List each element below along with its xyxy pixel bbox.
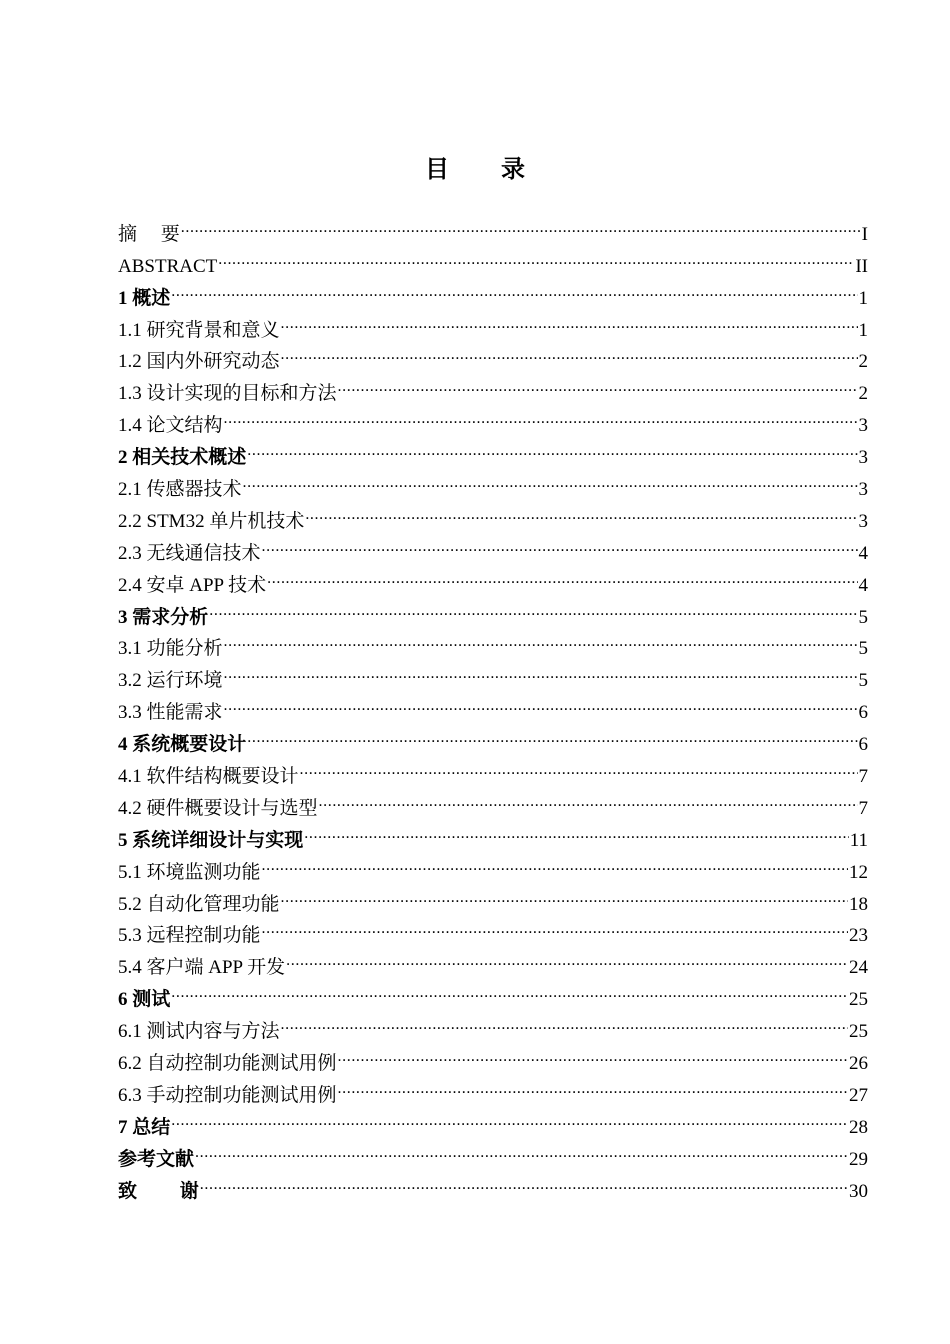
toc-entry-label: ABSTRACT — [118, 255, 218, 277]
toc-entry-label: 4 系统概要设计 — [118, 734, 247, 756]
toc-entry-page-number: I — [861, 223, 868, 245]
toc-entry[interactable] — [118, 623, 868, 660]
toc-dot-leader — [281, 878, 848, 910]
toc-entry-page-number: II — [855, 255, 868, 277]
toc-entry-page-number: 6 — [858, 702, 868, 724]
toc-entry-page-number: 2 — [858, 351, 868, 373]
toc-entry[interactable] — [118, 1133, 868, 1170]
toc-title — [0, 152, 950, 188]
toc-entry-label: 1.1 研究背景和意义 — [118, 319, 280, 341]
toc-dot-leader — [247, 718, 857, 750]
toc-entry[interactable] — [118, 208, 868, 245]
toc-entry-page-number: 3 — [858, 447, 868, 469]
toc-entry[interactable] — [118, 272, 868, 309]
toc-entry-page-number: 26 — [849, 1053, 868, 1075]
toc-dot-leader — [338, 1069, 848, 1101]
toc-entry-label: 5.3 远程控制功能 — [118, 925, 261, 947]
toc-entry-label: 致 谢 — [118, 1180, 199, 1202]
toc-entry-label: 2.4 安卓 APP 技术 — [118, 574, 267, 596]
toc-entry-page-number: 3 — [858, 510, 868, 532]
toc-dot-leader — [171, 272, 857, 304]
toc-dot-leader — [209, 591, 857, 623]
toc-entry-page-number: 1 — [858, 287, 868, 309]
toc-dot-leader — [224, 399, 858, 431]
toc-dot-leader — [338, 1037, 848, 1069]
toc-entry-page-number: 3 — [858, 415, 868, 437]
toc-dot-leader — [281, 336, 858, 368]
toc-dot-leader — [181, 208, 861, 240]
toc-entry[interactable] — [118, 718, 868, 756]
toc-title-char-1: 目 — [425, 157, 449, 183]
toc-dot-leader — [218, 240, 854, 272]
toc-entry-label: 7 总结 — [118, 1116, 171, 1138]
toc-entry-label: 6 测试 — [118, 989, 171, 1011]
toc-dot-leader — [262, 846, 848, 878]
toc-entry-label: 3.3 性能需求 — [118, 702, 223, 724]
toc-dot-leader — [305, 495, 857, 527]
toc-entry-label: 4.1 软件结构概要设计 — [118, 766, 299, 788]
toc-entry-page-number: 30 — [849, 1180, 868, 1202]
toc-entry[interactable] — [118, 1005, 868, 1043]
toc-entry-label: 3.2 运行环境 — [118, 670, 223, 692]
toc-entry-page-number: 29 — [849, 1148, 868, 1170]
toc-entry-label: 参考文献 — [118, 1148, 195, 1170]
toc-entry-label: 2.3 无线通信技术 — [118, 542, 261, 564]
toc-entry[interactable] — [118, 1101, 868, 1138]
toc-entry-label: 6.1 测试内容与方法 — [118, 1021, 280, 1043]
toc-entry-label: 1.4 论文结构 — [118, 415, 223, 437]
toc-entry-page-number: 25 — [849, 1021, 868, 1043]
toc-entry-page-number: 23 — [849, 925, 868, 947]
toc-dot-leader — [300, 750, 858, 782]
toc-dot-leader — [247, 431, 857, 463]
toc-entry-label: 摘 要 — [118, 223, 180, 245]
toc-entry-page-number: 18 — [849, 893, 868, 915]
toc-dot-leader — [262, 910, 848, 942]
toc-entry-page-number: 27 — [849, 1084, 868, 1106]
toc-entry[interactable] — [118, 654, 868, 692]
toc-entry-page-number: 5 — [858, 670, 868, 692]
toc-entry[interactable] — [118, 431, 868, 469]
toc-entry-label: 2.1 传感器技术 — [118, 479, 242, 501]
toc-dot-leader — [243, 463, 858, 495]
toc-entry-label: 2.2 STM32 单片机技术 — [118, 510, 305, 532]
toc-entry-page-number: 28 — [849, 1116, 868, 1138]
toc-entry-page-number: 2 — [858, 383, 868, 405]
toc-dot-leader — [224, 686, 858, 718]
toc-entry-page-number: 6 — [858, 734, 868, 756]
toc-dot-leader — [319, 782, 858, 814]
toc-entry-label: 5 系统详细设计与实现 — [118, 829, 304, 851]
toc-entry-label: 1.2 国内外研究动态 — [118, 351, 280, 373]
toc-dot-leader — [262, 527, 858, 559]
toc-entry-page-number: 7 — [858, 797, 868, 819]
toc-entry-page-number: 3 — [858, 479, 868, 501]
toc-entry-label: 6.3 手动控制功能测试用例 — [118, 1084, 337, 1106]
toc-entry[interactable] — [118, 304, 868, 341]
toc-entry[interactable] — [118, 399, 868, 437]
toc-entry-label: 5.1 环境监测功能 — [118, 861, 261, 883]
toc-dot-leader — [171, 1101, 848, 1133]
toc-entry-page-number: 11 — [849, 829, 868, 851]
table-of-contents — [118, 208, 868, 1202]
toc-entry-page-number: 5 — [858, 638, 868, 660]
toc-title-char-2: 录 — [501, 157, 525, 183]
toc-entry-label: 1 概述 — [118, 287, 171, 309]
toc-dot-leader — [304, 814, 848, 846]
toc-entry-label: 1.3 设计实现的目标和方法 — [118, 383, 337, 405]
toc-entry[interactable] — [118, 973, 868, 1011]
toc-dot-leader — [281, 1005, 848, 1037]
toc-entry[interactable] — [118, 591, 868, 628]
toc-dot-leader — [200, 1165, 848, 1197]
toc-entry-page-number: 4 — [858, 542, 868, 564]
toc-dot-leader — [195, 1133, 848, 1165]
toc-entry-page-number: 12 — [849, 861, 868, 883]
toc-entry-label: 5.4 客户端 APP 开发 — [118, 957, 286, 979]
toc-dot-leader — [281, 304, 858, 336]
toc-entry-label: 5.2 自动化管理功能 — [118, 893, 280, 915]
toc-entry-page-number: 25 — [849, 989, 868, 1011]
toc-entry-page-number: 4 — [858, 574, 868, 596]
toc-entry-label: 3.1 功能分析 — [118, 638, 223, 660]
toc-dot-leader — [171, 973, 848, 1005]
toc-entry-label: 3 需求分析 — [118, 606, 209, 628]
toc-dot-leader — [338, 367, 858, 399]
toc-entry-label: 4.2 硬件概要设计与选型 — [118, 797, 318, 819]
toc-entry-page-number: 24 — [849, 957, 868, 979]
toc-dot-leader — [267, 559, 857, 591]
toc-entry-label: 6.2 自动控制功能测试用例 — [118, 1053, 337, 1075]
toc-entry-page-number: 7 — [858, 766, 868, 788]
toc-entry[interactable] — [118, 686, 868, 724]
toc-entry[interactable] — [118, 240, 868, 277]
toc-dot-leader — [224, 623, 858, 655]
toc-dot-leader — [224, 654, 858, 686]
toc-entry-label: 2 相关技术概述 — [118, 447, 247, 469]
toc-entry-page-number: 1 — [858, 319, 868, 341]
toc-dot-leader — [286, 941, 848, 973]
toc-entry-page-number: 5 — [858, 606, 868, 628]
toc-entry[interactable] — [118, 1165, 868, 1202]
